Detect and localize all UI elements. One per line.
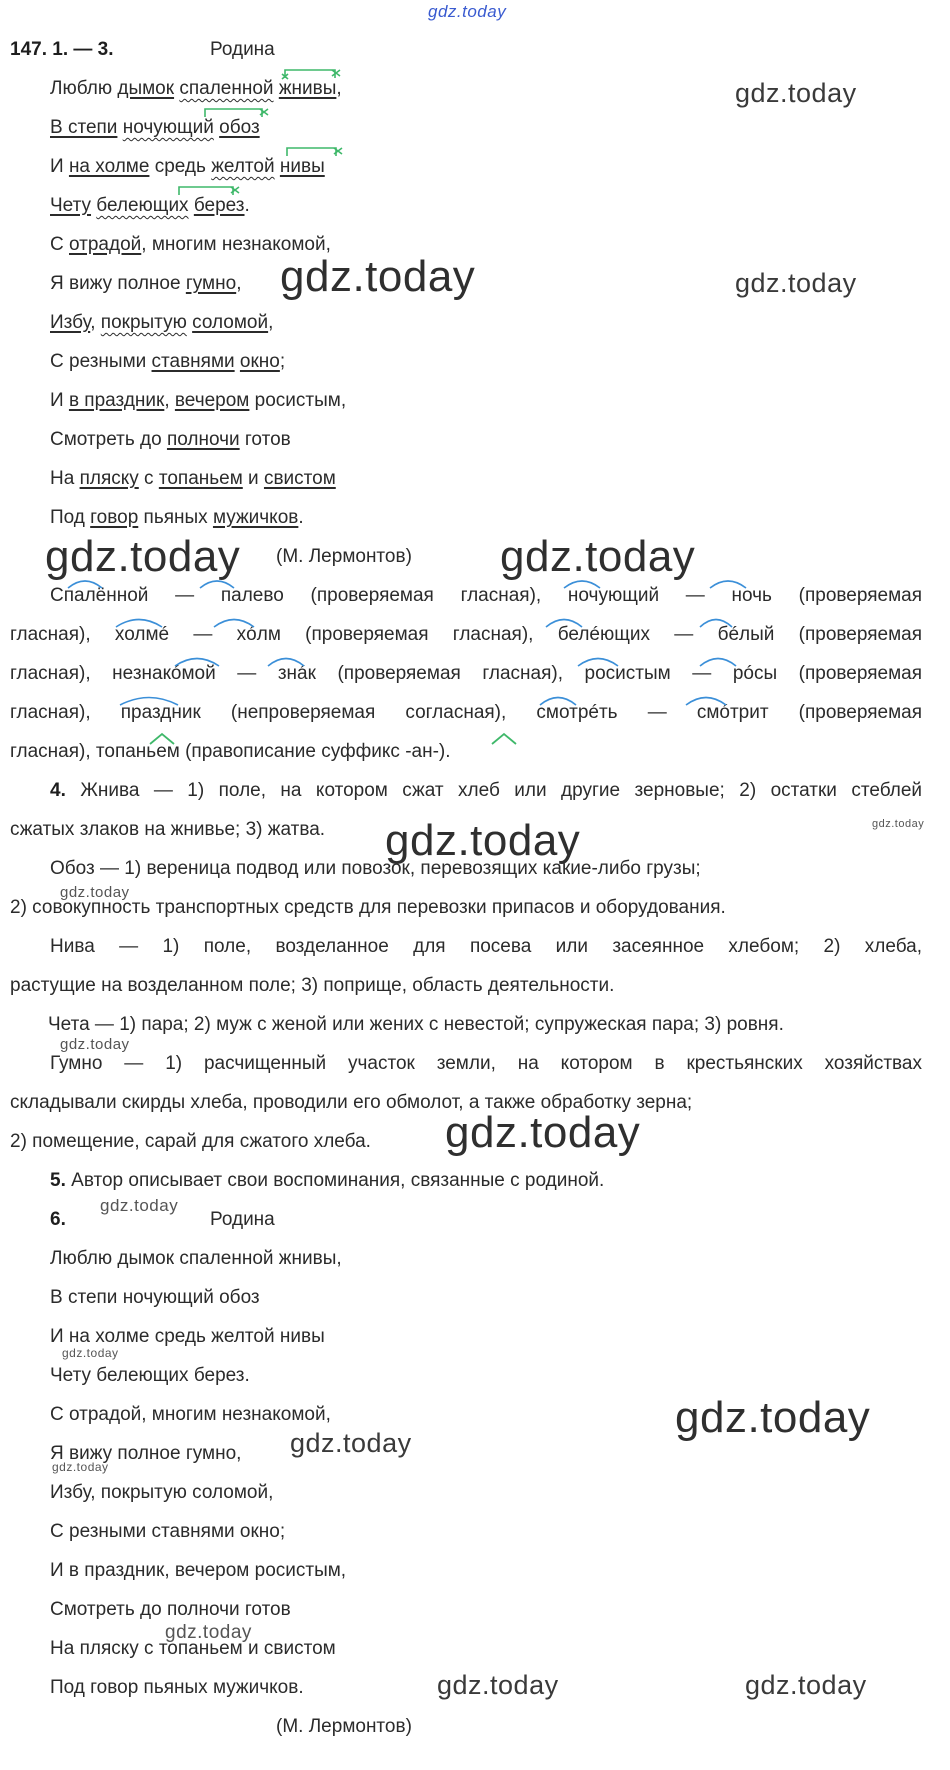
poem-line: В степи ночующий обоз [50, 117, 260, 138]
poem-line: И на холме средь желтой нивы [50, 156, 325, 177]
watermark: gdz.today [745, 1670, 867, 1700]
poem-line: Чету белеющих берез. [50, 1365, 250, 1386]
poem-line: С резными ставнями окно; [50, 1521, 286, 1542]
text-line: 2) совокупность транспортных средств для перевозки припасов и оборудования. [10, 897, 726, 918]
text-line: гласная), незнакóмой — знáк (проверяемая гласная), росистым — рóсы (проверяемая [10, 663, 922, 684]
text-line: гласная), топаньем (правописание суффикс -ан-). [10, 741, 451, 762]
poem-line: Люблю дымок спаленной жнивы, [50, 78, 342, 99]
poem-line: Чету белеющих берез. [50, 195, 250, 216]
text-line: Спалённой — палево (проверяемая гласная), ночующий — ночь (проверяемая [50, 585, 922, 606]
poem-line: С отрадой, многим незнакомой, [50, 234, 331, 255]
poem-line: С резными ставнями окно; [50, 351, 286, 372]
poem-line: Избу, покрытую соломой, [50, 312, 274, 333]
definition-niva: Нива — 1) поле, возделанное для посева или засеянное хлебом; 2) хлеба, [50, 936, 922, 957]
text-line: гласная), праздник (непроверяемая согласная), смотрéть — смóтрит (проверяемая [10, 702, 922, 723]
header-watermark: gdz.today [428, 2, 507, 21]
text-line: растущие на возделанном поле; 3) поприще, область деятельности. [10, 975, 615, 996]
watermark: gdz.today [437, 1670, 559, 1700]
watermark: gdz.today [385, 816, 581, 865]
watermark: gdz.today [872, 818, 925, 830]
poem-line: На пляску с топаньем и свистом [50, 468, 336, 489]
watermark: gdz.today [500, 532, 696, 581]
poem-line: И в праздник, вечером росистым, [50, 1560, 347, 1581]
watermark: gdz.today [45, 532, 241, 581]
poem-line: На пляску с топаньем и свистом [50, 1638, 336, 1659]
poem-line: Смотреть до полночи готов [50, 429, 291, 450]
poem-line: В степи ночующий обоз [50, 1287, 260, 1308]
watermark: gdz.today [675, 1393, 871, 1442]
definition-zhniva: 4. Жнива — 1) поле, на котором сжат хлеб или другие зерновые; 2) остатки стеблей [50, 780, 923, 801]
definition-cheta: Чета — 1) пара; 2) муж с женой или жених с невестой; супружеская пара; 3) ровня. [48, 1014, 784, 1035]
task-number: 147. 1. — 3. [10, 39, 114, 60]
author: (М. Лермонтов) [276, 1716, 412, 1737]
definition-oboz: Обоз — 1) вереница подвод или повозок, перевозящих какие-либо грузы; [50, 858, 701, 879]
poem-line: Я вижу полное гумно, [50, 1443, 242, 1464]
text-line: сжатых злаков на жнивье; 3) жатва. [10, 819, 326, 840]
poem-title: Родина [210, 1209, 275, 1230]
text-line: складывали скирды хлеба, проводили его обмолот, а также обработку зерна; [10, 1092, 693, 1113]
poem-line: С отрадой, многим незнакомой, [50, 1404, 331, 1425]
poem-line: Люблю дымок спаленной жнивы, [50, 1248, 342, 1269]
poem-line: Я вижу полное гумно, [50, 273, 242, 294]
author: (М. Лермонтов) [276, 546, 412, 567]
watermark: gdz.today [735, 78, 857, 108]
poem-line: Под говор пьяных мужичков. [50, 507, 304, 528]
watermark: gdz.today [290, 1428, 412, 1458]
answer-5: 5. Автор описывает свои воспоминания, связанные с родиной. [50, 1170, 605, 1191]
watermark: gdz.today [62, 1346, 119, 1360]
section-6-number: 6. [50, 1209, 66, 1230]
poem-line: Смотреть до полночи готов [50, 1599, 291, 1620]
poem-line: Избу, покрытую соломой, [50, 1482, 274, 1503]
text-line: 2) помещение, сарай для сжатого хлеба. [10, 1131, 371, 1152]
watermark: gdz.today [60, 884, 130, 901]
watermark: gdz.today [100, 1196, 179, 1215]
watermark: gdz.today [60, 1036, 130, 1053]
watermark: gdz.today [52, 1460, 109, 1474]
poem-title: Родина [210, 39, 275, 60]
watermark: gdz.today [735, 268, 857, 298]
poem-line: Под говор пьяных мужичков. [50, 1677, 304, 1698]
poem-line: И на холме средь желтой нивы [50, 1326, 325, 1347]
text-line: гласная), холмé — хóлм (проверяемая гласная), белéющих — бéлый (проверяемая [10, 624, 922, 645]
watermark: gdz.today [165, 1622, 252, 1643]
poem-line: И в праздник, вечером росистым, [50, 390, 347, 411]
watermark: gdz.today [280, 252, 476, 301]
watermark: gdz.today [445, 1108, 641, 1157]
definition-gumno: Гумно — 1) расчищенный участок земли, на котором в крестьянских хозяйствах [50, 1053, 922, 1074]
